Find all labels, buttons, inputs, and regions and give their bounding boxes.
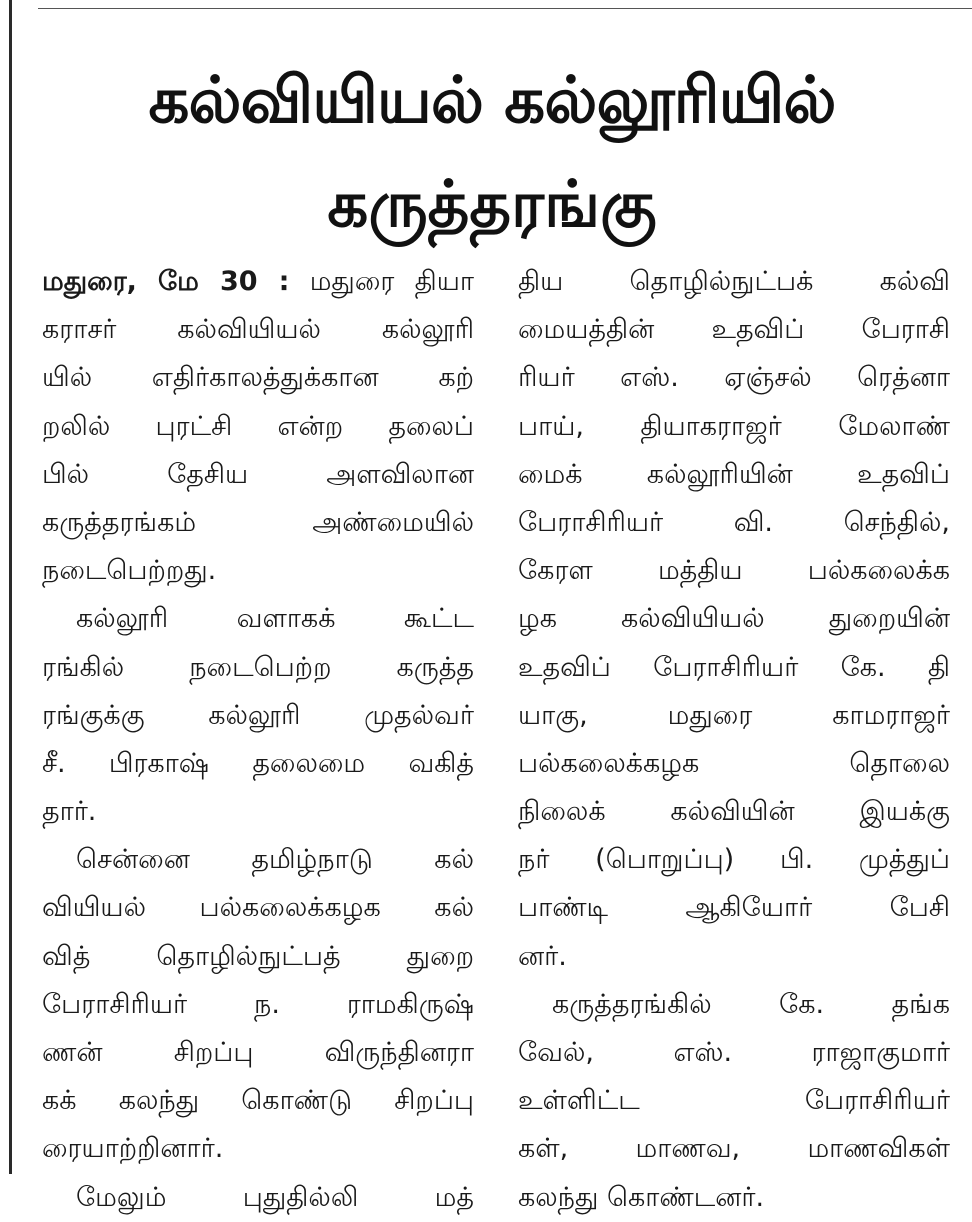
article-line: நடைபெற்றது. xyxy=(42,555,217,587)
article-line: கராசர் கல்வியியல் கல்லூரி xyxy=(42,314,474,346)
article-line: ணன் சிறப்பு விருந்தினரா xyxy=(42,1037,474,1068)
article-line: கள், மாணவ, மாணவிகள் xyxy=(518,1133,950,1165)
article-line: யாகு, மதுரை காமராஜர் xyxy=(518,699,950,731)
article-line: தார். xyxy=(42,796,97,828)
article-text: மதுரை தியா xyxy=(309,266,474,297)
article-line: கேரள மத்திய பல்கலைக்க xyxy=(518,555,950,587)
article-line: பல்கலைக்கழக தொலை xyxy=(518,747,950,779)
article-line: மையத்தின் உதவிப் பேராசி xyxy=(518,314,950,346)
article-line: நர் (பொறுப்பு) பி. முத்துப் xyxy=(518,844,950,876)
article-line: பேராசிரியர் ந. ராமகிருஷ் xyxy=(42,988,474,1020)
article-line: ரங்கில் நடைபெற்ற கருத்த xyxy=(42,651,474,683)
article-line: யில் எதிர்காலத்துக்கான கற் xyxy=(42,362,474,394)
article-line: னர். xyxy=(518,940,567,972)
article-line: சென்னை தமிழ்நாடு கல் xyxy=(76,844,474,876)
article-line: ரங்குக்கு கல்லூரி முதல்வர் xyxy=(42,699,474,731)
article-line: சீ. பிரகாஷ் தலைமை வகித் xyxy=(42,747,474,779)
article-column-left xyxy=(42,258,474,1222)
article-line: கருத்தரங்கம் அண்மையில் xyxy=(42,506,474,538)
article-line: உள்ளிட்ட பேராசிரியர் xyxy=(518,1085,950,1117)
article-line: கருத்தரங்கில் கே. தங்க xyxy=(552,988,950,1020)
article-line: பாண்டி ஆகியோர் பேசி xyxy=(518,892,950,924)
article-line: உதவிப் பேராசிரியர் கே. தி xyxy=(518,651,950,683)
article-line xyxy=(42,258,474,306)
article-line: மைக் கல்லூரியின் உதவிப் xyxy=(518,458,950,490)
article-line: ரையாற்றினார். xyxy=(42,1133,224,1165)
top-rule xyxy=(38,8,972,9)
article-line: திய தொழில்நுட்பக் கல்வி xyxy=(518,266,950,297)
article-line: வித் தொழில்நுட்பத் துறை xyxy=(42,940,474,972)
article-line: நிலைக் கல்வியின் இயக்கு xyxy=(518,796,950,828)
article-line: கலந்து கொண்டனர். xyxy=(518,1181,765,1213)
article-line: கல்லூரி வளாகக் கூட்ட xyxy=(76,603,474,635)
article-line: கக் கலந்து கொண்டு சிறப்பு xyxy=(42,1085,474,1117)
article-line: வேல், எஸ். ராஜாகுமார் xyxy=(518,1037,950,1068)
article-line: றலில் புரட்சி என்ற தலைப் xyxy=(42,410,474,442)
article-line: ழக கல்வியியல் துறையின் xyxy=(518,603,950,635)
dateline: மதுரை, மே 30 : xyxy=(42,266,290,297)
article-line: பாய், தியாகராஜர் மேலாண் xyxy=(518,410,950,442)
headline-line-2: கருத்தரங்கு xyxy=(327,168,657,242)
article-column-right xyxy=(518,258,950,1222)
article-line: பேராசிரியர் வி. செந்தில், xyxy=(518,506,950,538)
article-line: வியியல் பல்கலைக்கழக கல் xyxy=(42,892,474,924)
article-line: மேலும் புதுதில்லி மத் xyxy=(76,1181,474,1213)
article-line: ரியர் எஸ். ஏஞ்சல் ரெத்னா xyxy=(518,362,950,394)
article-line: பில் தேசிய அளவிலான xyxy=(42,458,474,490)
headline-line-1: கல்வியியல் கல்லூரியில் xyxy=(148,64,836,138)
